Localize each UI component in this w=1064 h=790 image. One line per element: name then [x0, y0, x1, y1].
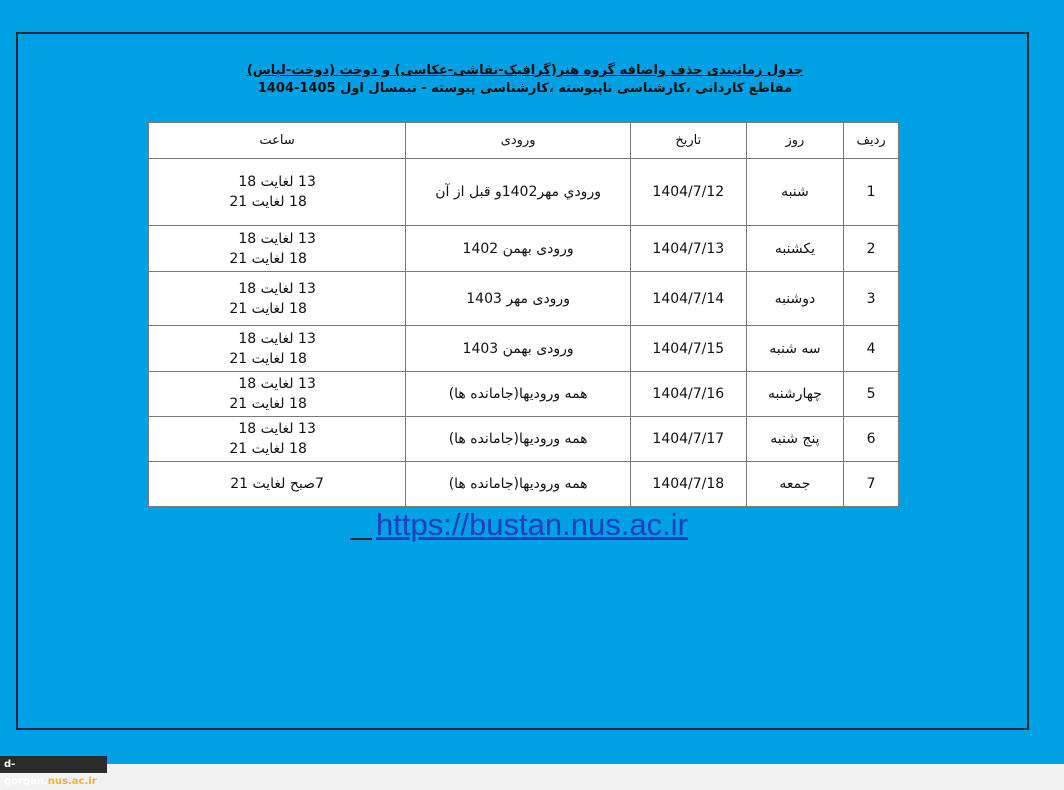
footer-accent: nus.ac.ir — [47, 776, 97, 787]
cell-hour — [149, 372, 406, 417]
hour-line-1: 13 لغایت 18 — [238, 174, 316, 190]
cell-date: 1404/7/17 — [631, 417, 747, 462]
cell-hour — [149, 326, 406, 372]
header-day: روز — [746, 123, 844, 159]
cell-day: جمعه — [746, 462, 844, 507]
cell-entry: ورودی بهمن 1402 — [406, 226, 631, 272]
hour-line-2: 18 لغایت 21 — [229, 441, 307, 457]
cell-num: 4 — [844, 326, 899, 372]
table-header-row — [149, 123, 899, 159]
cell-num: 5 — [844, 372, 899, 417]
table-row — [149, 159, 899, 226]
cell-day: پنج شنبه — [746, 417, 844, 462]
header-date: تاریخ — [631, 123, 747, 159]
cell-num: 2 — [844, 226, 899, 272]
cell-date: 1404/7/14 — [631, 272, 747, 326]
hour-line-2: 18 لغایت 21 — [229, 250, 307, 267]
cell-hour — [149, 272, 406, 326]
cell-day: چهارشنبه — [746, 372, 844, 417]
table-row — [149, 462, 899, 507]
cell-date: 1404/7/15 — [631, 326, 747, 372]
hour-line-1: 13 لغایت 18 — [238, 230, 316, 247]
cell-hour — [149, 159, 406, 226]
hour-line-1: 13 لغایت 18 — [238, 376, 316, 392]
table-row — [149, 272, 899, 326]
cell-num: 6 — [844, 417, 899, 462]
cell-hour — [149, 226, 406, 272]
cell-num: 7 — [844, 462, 899, 507]
underline-dash — [350, 538, 372, 540]
schedule-table — [148, 122, 899, 507]
hour-line-1: 13 لغایت 18 — [238, 421, 316, 437]
hour-line-2: 18 لغایت 21 — [229, 300, 307, 317]
header-num: ردیف — [844, 123, 899, 159]
table-row — [149, 326, 899, 372]
cell-num: 1 — [844, 159, 899, 226]
page-title — [150, 62, 900, 98]
header-entry: ورودی — [406, 123, 631, 159]
hour-line-2: 18 لغایت 21 — [229, 194, 307, 210]
hour-line-1: 13 لغایت 18 — [238, 330, 316, 347]
hour-line-1: 13 لغایت 18 — [238, 280, 316, 297]
cell-day: شنبه — [746, 159, 844, 226]
cell-hour — [149, 417, 406, 462]
title-line-2: مقاطع کاردانی ،کارشناسی ناپیوسته ،کارشناسی پیوسته - نیمسال اول 1405-1404 — [257, 81, 793, 96]
table-row — [149, 417, 899, 462]
cell-hour — [149, 462, 406, 507]
cell-day: سه شنبه — [746, 326, 844, 372]
footer-prefix: d-gorgan. — [4, 759, 48, 787]
cell-entry: همه ورودیها(جامانده ها) — [406, 462, 631, 507]
title-line-1: جدول زمانبندی حذف واضافه گروه هنر(گرافیک-نقاشی-عکاسی) و دوخت (دوخت-لباس) — [246, 63, 804, 78]
table-row — [149, 372, 899, 417]
cell-day: یکشنبه — [746, 226, 844, 272]
cell-date: 1404/7/13 — [631, 226, 747, 272]
website-link[interactable]: https://bustan.nus.ac.ir — [376, 507, 688, 542]
hour-line-2: 18 لغایت 21 — [229, 350, 307, 367]
cell-day: دوشنبه — [746, 272, 844, 326]
cell-entry: ورودی بهمن 1403 — [406, 326, 631, 372]
cell-entry: همه ورودیها(جامانده ها) — [406, 417, 631, 462]
footer-site-badge[interactable] — [0, 756, 107, 787]
header-hour: ساعت — [149, 123, 406, 159]
cell-date: 1404/7/12 — [631, 159, 747, 226]
cell-num: 3 — [844, 272, 899, 326]
cell-entry: ورودی مهر 1403 — [406, 272, 631, 326]
cell-entry: همه ورودیها(جامانده ها) — [406, 372, 631, 417]
cell-entry: ورودي مهر1402و قبل از آن — [406, 159, 631, 226]
hour-line-2: 18 لغایت 21 — [229, 396, 307, 412]
cell-date: 1404/7/16 — [631, 372, 747, 417]
hour-line-1: 7صبح لغایت 21 — [230, 476, 324, 492]
table-row — [149, 226, 899, 272]
cell-date: 1404/7/18 — [631, 462, 747, 507]
